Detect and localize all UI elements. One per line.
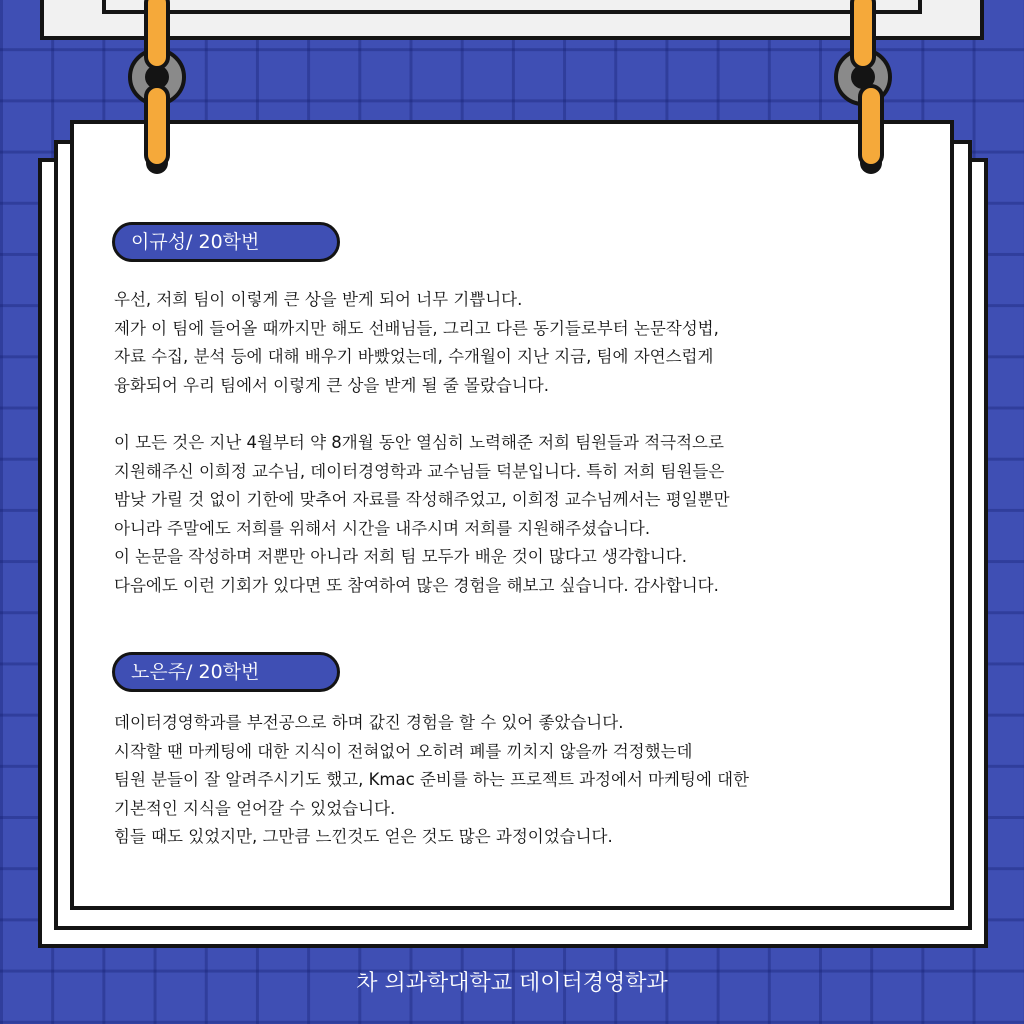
- previous-page-sheet: [40, 0, 984, 40]
- footer-department: 차 의과학대학교 데이터경영학과: [356, 971, 668, 996]
- testimonial-2-line: 데이터경영학과를 부전공으로 하며 값진 경험을 할 수 있어 좋았습니다.: [114, 713, 624, 732]
- testimonial-2-line: 팀원 분들이 잘 알려주시기도 했고, Kmac 준비를 하는 프로젝트 과정에서 마케팅에 대한: [114, 770, 750, 789]
- testimonial-1-line: 아니라 주말에도 저희를 위해서 시간을 내주시며 저희를 지원해주셨습니다.: [114, 518, 651, 538]
- previous-page-inner: [102, 0, 922, 14]
- testimonial-2-line: 힘들 때도 있었지만, 그만큼 느낀것도 얻은 것도 많은 과정이었습니다.: [114, 827, 613, 846]
- right-ring-upper: [850, 0, 876, 70]
- name-badge-1: 이규성/ 20학번: [112, 222, 340, 262]
- testimonial-1-line: 밤낮 가릴 것 없이 기한에 맞추어 자료를 작성해주었고, 이희정 교수님께서는 평일뿐만: [114, 490, 730, 509]
- testimonial-2-line: 시작할 땐 마케팅에 대한 지식이 전혀없어 오히려 폐를 끼치지 않을까 걱정했는데: [114, 741, 693, 761]
- left-ring-lower: [144, 84, 170, 168]
- testimonial-1-line: 자료 수집, 분석 등에 대해 배우기 바빴었는데, 수개월이 지난 지금, 팀에 자연스럽게: [114, 347, 714, 366]
- testimonial-1-line: 다음에도 이런 기회가 있다면 또 참여하여 많은 경험을 해보고 싶습니다. 감사합니다.: [114, 575, 719, 595]
- testimonial-1-line: 우선, 저희 팀이 이렇게 큰 상을 받게 되어 너무 기쁩니다.: [114, 290, 523, 309]
- testimonial-1-line: 융화되어 우리 팀에서 이렇게 큰 상을 받게 될 줄 몰랐습니다.: [114, 375, 549, 395]
- testimonial-1-line: 지원해주신 이희정 교수님, 데이터경영학과 교수님들 덕분입니다. 특히 저희 팀원들은: [114, 461, 725, 481]
- right-ring-lower: [858, 84, 884, 168]
- testimonial-1-line: 제가 이 팀에 들어올 때까지만 해도 선배님들, 그리고 다른 동기들로부터 논문작성법,: [114, 318, 719, 338]
- testimonial-1-line: 이 모든 것은 지난 4월부터 약 8개월 동안 열심히 노력해준 저희 팀원들과 적극적으로: [114, 433, 724, 452]
- left-ring-upper: [144, 0, 170, 70]
- testimonial-1: [114, 286, 934, 600]
- paragraph-gap: [114, 400, 934, 429]
- testimonial-2: [114, 709, 934, 852]
- testimonial-2-line: 기본적인 지식을 얻어갈 수 있었습니다.: [114, 798, 396, 818]
- testimonial-1-line: 이 논문을 작성하며 저뿐만 아니라 저희 팀 모두가 배운 것이 많다고 생각합니다.: [114, 547, 687, 566]
- name-badge-2: 노은주/ 20학번: [112, 652, 340, 692]
